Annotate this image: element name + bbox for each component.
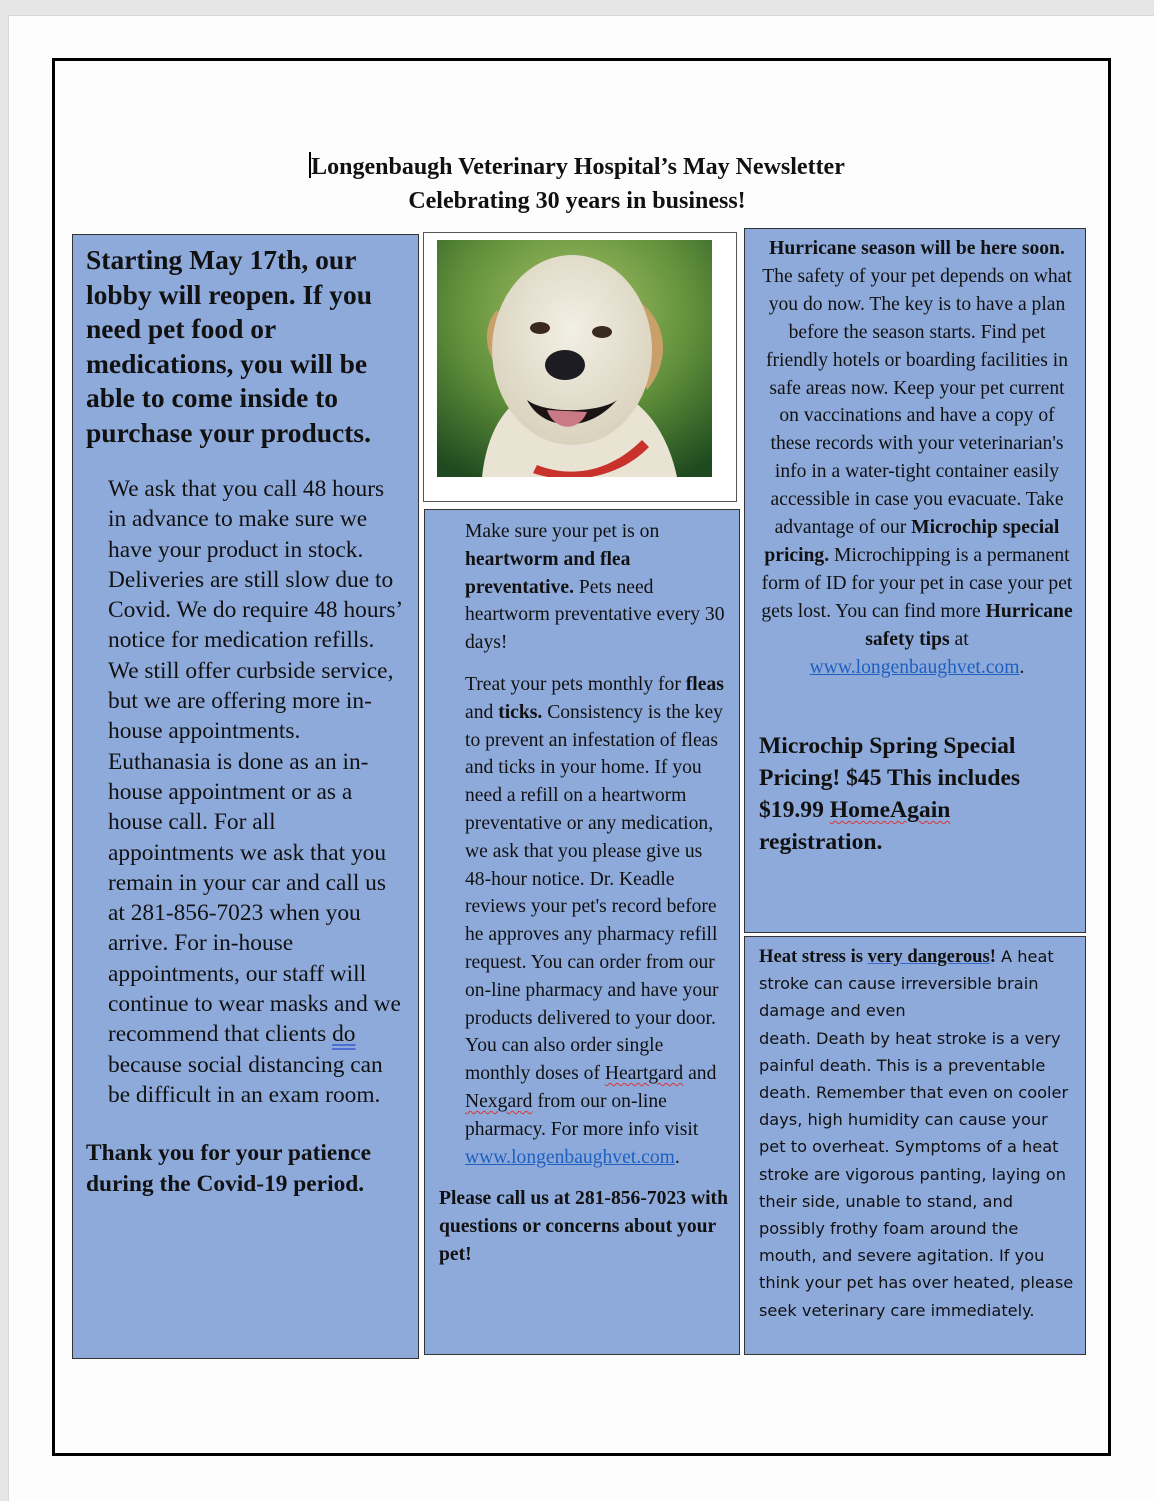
heartworm-text: Make sure your pet is on xyxy=(465,521,660,542)
heartworm-bold: heartworm and flea preventative. xyxy=(465,548,631,598)
website-link-hurricane[interactable]: www.longenbaughvet.com xyxy=(809,656,1020,678)
heat-body: A heat stroke can cause irreversible brain damage and even xyxy=(759,947,1054,1021)
grammar-flag-do[interactable]: do xyxy=(332,1021,356,1048)
curbside-paragraph xyxy=(86,656,406,1110)
newsletter-subtitle[interactable]: Celebrating 30 years in business! xyxy=(408,188,746,214)
spelling-flag-nexgard[interactable]: Nexgard xyxy=(465,1090,533,1112)
thank-you-note: Thank you for your patience during the Covid-19 period. xyxy=(86,1140,372,1197)
ticks-bold: ticks. xyxy=(498,701,543,723)
heartworm-text-end: Pets need heartworm preventative every 30 days! xyxy=(465,576,725,654)
flea-tick-paragraph xyxy=(439,671,729,1171)
heat-stress-textbox[interactable] xyxy=(744,936,1086,1355)
microchip-special-text: Microchip Spring Special Pricing! $45 This includes $19.99 xyxy=(759,732,1021,824)
hurricane-text-2: Microchipping is a permanent form of ID for your pet in case your pet gets lost. You can find more xyxy=(761,544,1073,622)
heat-stress-paragraph-2: death. Death by heat stroke is a very painful death. This is a preventable death. Remember that even on cooler days, high humidity can cause your pet to overheat. Symptoms of a heat stroke are vigorous panting, laying on their side, unable to stand, and possibly frothy foam around the mouth, and severe agitation. If you think your pet has over heated, please seek veterinary care immediately. xyxy=(759,1028,1074,1320)
microchip-bold: Microchip special pricing. xyxy=(764,517,1060,566)
spelling-flag-heartgard[interactable]: Heartgard xyxy=(604,1063,684,1085)
flea-and-2: and xyxy=(683,1063,717,1085)
safety-tips-bold: Hurricane safety tips xyxy=(865,600,1073,650)
heat-lead-end: ! xyxy=(989,946,996,967)
flea-text: Treat your pets monthly for xyxy=(465,673,686,695)
heat-stress-paragraph xyxy=(759,943,1075,1025)
dog-photo-frame[interactable] xyxy=(423,232,737,502)
hurricane-textbox[interactable] xyxy=(744,228,1086,933)
period: . xyxy=(674,1146,680,1168)
dog-photo-icon xyxy=(437,240,712,477)
flea-and: and xyxy=(465,701,499,723)
fleas-bold: fleas xyxy=(685,673,724,695)
heartworm-paragraph xyxy=(439,518,729,657)
newsletter-title[interactable]: Longenbaugh Veterinary Hospital’s May Newsletter xyxy=(311,154,845,180)
flea-body-end: from our on-line pharmacy. For more info visit xyxy=(465,1090,699,1140)
microchip-special-end: registration. xyxy=(759,829,883,856)
hurricane-paragraph xyxy=(759,235,1075,682)
curbside-text: We still offer curbside service, but we are offering more in-house appointments. Euthanasia is done as an in-house appointment or as a house call. For all appointments we ask that you remain in your car and call us at 281-856-7023 when you arrive. For in-house appointments, our staff will continue to wear masks and we recommend that clients xyxy=(108,657,401,1048)
call-ahead-paragraph: We ask that you call 48 hours in advance to make sure we have your product in stock. Deliveries are still slow due to Covid. We do require 48 hours’ notice for medication refills. xyxy=(108,476,402,654)
newsletter-header xyxy=(0,150,1154,218)
lobby-reopen-textbox[interactable] xyxy=(72,234,419,1359)
call-us-note: Please call us at 281-856-7023 with questions or concerns about your pet! xyxy=(439,1188,728,1265)
dog-photo xyxy=(437,240,712,477)
microchip-special xyxy=(759,730,1075,859)
flea-body: Consistency is the key to prevent an infestation of fleas and ticks in your home. If you need a refill on a heartworm preventative or any medication, we ask that you please give us 48-hour notice. Dr. Keadle reviews your pet's record before he approves any pharmacy refill request. You can order from our on-line pharmacy and have your products delivered to your door. You can also order single monthly doses of xyxy=(465,701,723,1085)
curbside-text-end: because social distancing can be difficult in an exam room. xyxy=(108,1051,383,1108)
hurricane-text-3: at xyxy=(949,628,969,650)
website-link[interactable]: www.longenbaughvet.com xyxy=(465,1146,675,1168)
heat-lead-underlined: very dangerous xyxy=(867,946,990,967)
period-2: . xyxy=(1019,656,1025,678)
heat-lead: Heat stress is xyxy=(759,946,868,967)
hurricane-bold: Hurricane season will be here soon. xyxy=(769,238,1065,259)
hurricane-text: The safety of your pet depends on what you do now. The key is to have a plan before the season starts. Find pet friendly hotels or boarding facilities in safe areas now. Keep your pet current on vaccinations and have a copy of these records with your veterinarian's info in a water-tight container easily accessible in case you evacuate. Take advantage of our xyxy=(762,265,1072,539)
heartworm-flea-textbox[interactable] xyxy=(424,509,740,1355)
lobby-reopen-heading: Starting May 17th, our lobby will reopen. If you need pet food or medications, you will be able to come inside to purchase your products. xyxy=(86,244,372,448)
spelling-flag-homeagain[interactable]: HomeAgain xyxy=(829,797,951,824)
